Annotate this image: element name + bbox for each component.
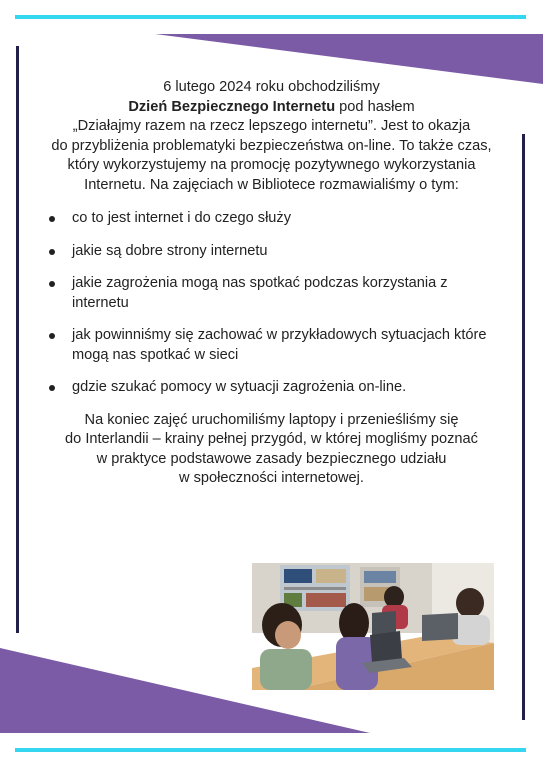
list-item [30, 274, 513, 313]
list-item-text: jak powinniśmy się zachować w przykładowych sytuacjach które mogą nas spotkać w sieci [72, 327, 487, 363]
list-item-text: jakie zagrożenia mogą nas spotkać podczas korzystania z internetu [72, 275, 448, 311]
closing-line-1: Na koniec zajęć uruchomiliśmy laptopy i przenieśliśmy się [84, 411, 459, 428]
bullet-icon [49, 281, 55, 287]
closing-line-2: do Interlandii – krainy pełnej przygód, w której mogliśmy poznać [65, 431, 478, 447]
list-item-text: co to jest internet i do czego służy [72, 210, 292, 226]
intro-line-1: 6 lutego 2024 roku obchodziliśmy [163, 79, 380, 95]
closing-line-3: w praktyce podstawowe zasady bezpiecznego udziału [96, 450, 447, 467]
topics-list [30, 209, 513, 398]
bullet-icon [49, 249, 55, 255]
top-purple-wedge [155, 34, 543, 84]
top-cyan-stripe [15, 15, 526, 19]
library-laptop-photo [252, 563, 494, 690]
closing-paragraph [30, 411, 513, 489]
intro-line-2-suffix: pod hasłem [335, 98, 415, 115]
intro-paragraph [30, 78, 513, 195]
list-item-text: gdzie szukać pomocy w sytuacji zagrożenia on-line. [72, 379, 407, 395]
intro-line-3: „Działajmy razem na rzecz lepszego internetu”. Jest to okazja [72, 118, 471, 134]
left-navy-bar [16, 46, 19, 633]
list-item [30, 242, 513, 262]
bullet-icon [49, 216, 55, 222]
list-item-text: jakie są dobre strony internetu [72, 242, 268, 259]
closing-line-4: w społeczności internetowej. [179, 470, 364, 486]
event-name: Dzień Bezpiecznego Internetu [128, 98, 336, 115]
intro-line-6: Internetu. Na zajęciach w Bibliotece rozmawialiśmy o tym: [84, 176, 459, 193]
bottom-cyan-stripe [15, 748, 526, 752]
list-item [30, 326, 513, 365]
right-navy-bar [522, 134, 525, 720]
list-item [30, 209, 513, 229]
article-body [30, 78, 513, 489]
bullet-icon [49, 385, 55, 391]
intro-line-4: do przybliżenia problematyki bezpieczeństwa on-line. To także czas, [51, 137, 492, 154]
intro-line-5: który wykorzystujemy na promocję pozytywnego wykorzystania [67, 157, 476, 173]
bullet-icon [49, 333, 55, 339]
list-item [30, 378, 513, 398]
